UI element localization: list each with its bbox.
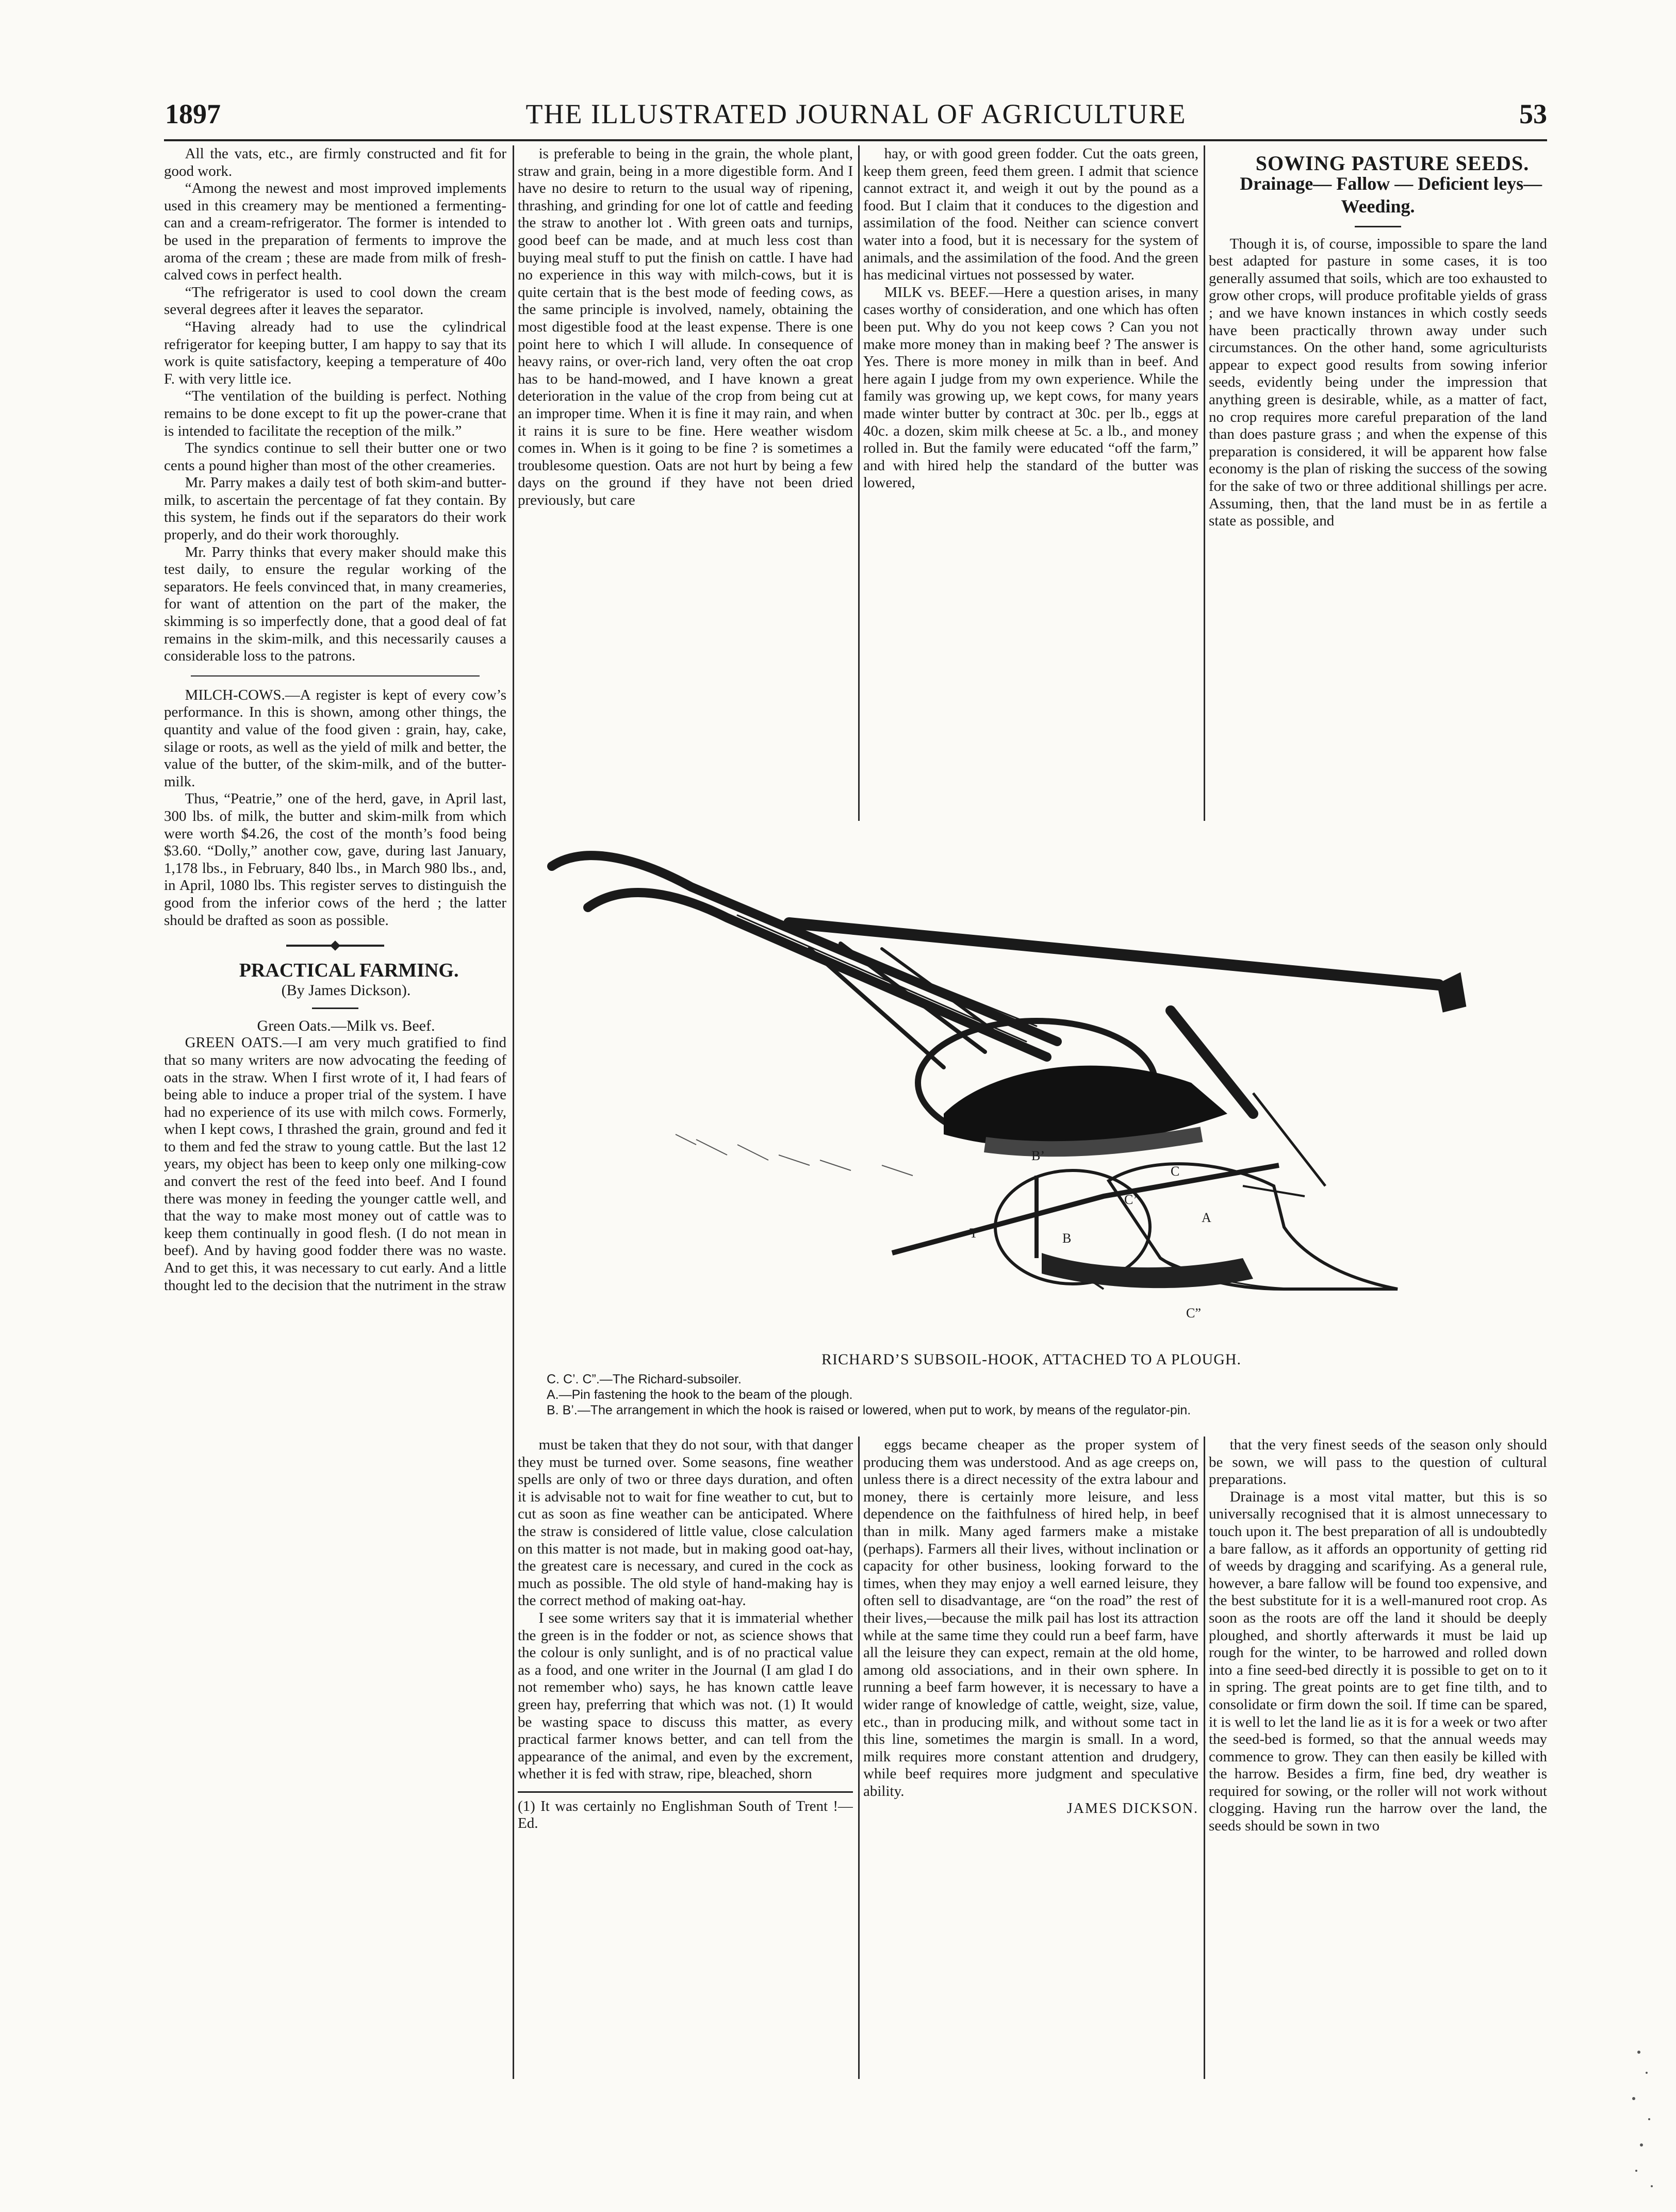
column-rule <box>513 145 514 2079</box>
label-c-prime: C’ <box>1124 1192 1138 1207</box>
practical-farming-author: (By James Dickson). <box>281 982 411 999</box>
label-c: C <box>1171 1164 1180 1179</box>
title-divider <box>312 1008 358 1009</box>
paragraph: Thus, “Peatrie,” one of the herd, gave, in April last, 300 lbs. of milk, the butter and skim-milk from which were worth $4.26, the cost of the month’s food being $3.60. “Dolly,” another cow, gave, during last January, 1,178 lbs., in February, 840 lbs., in March 980 lbs., and, in April, 1080 lbs. This register serves to distinguish the good from the inferior cows of the herd ; the latter should be drafted as soon as possible. <box>164 790 506 929</box>
column-rule <box>1204 145 1205 821</box>
label-c-double: C” <box>1186 1306 1201 1320</box>
label-b: B <box>1062 1231 1072 1246</box>
col1-top-text <box>164 145 506 665</box>
col1-practical-text <box>164 1034 506 1294</box>
col4-bottom-text <box>1209 1437 1547 1835</box>
header-rule <box>164 139 1547 141</box>
paragraph: I see some writers say that it is immaterial whether the green is in the fodder or not, as science shows that the colour is only sunlight, and is of no practical value as a food, and one writer in the Journal (I am glad I do not remember who) says, he has known cattle leave green hay, preferring that which was not. (1) It would be wasting space to discuss this matter, as every practical farmer knows better, and can tell from the appearance of the animal, and even by the excrement, whether it is fed with straw, ripe, bleached, shorn <box>518 1609 853 1782</box>
legend-line: A.—Pin fastening the hook to the beam of the plough. <box>547 1388 853 1402</box>
paragraph: that the very finest seeds of the season only should be sown, we will pass to the question of cultural preparations. <box>1209 1437 1547 1488</box>
journal-title: THE ILLUSTRATED JOURNAL OF AGRICULTURE <box>525 98 1187 129</box>
column-3-bottom <box>863 1437 1198 2079</box>
footnote: (1) It was certainly no Englishman South of Trent !—Ed. <box>518 1797 853 1832</box>
figure-legend <box>547 1372 1552 1418</box>
sowing-title: SOWING PASTURE SEEDS. <box>1255 155 1530 175</box>
col2-bottom-text <box>518 1437 853 1783</box>
column-2-top <box>518 145 853 821</box>
margin-specks <box>1618 2042 1665 2197</box>
paragraph: “Having already had to use the cylindrical refrigerator for keeping butter, I am happy to say that its work is quite satisfactory, keeping a temperature of 40o F. with very little ice. <box>164 318 506 387</box>
paragraph: Mr. Parry thinks that every maker should make this test daily, to ensure the regular working of the separators. He feels convinced that, in many creameries, for want of attention on the part of the maker, the skimming is so imperfectly done, that a good deal of fat remains in the skim-milk, and this necessarily causes a considerable loss to the patrons. <box>164 543 506 665</box>
column-rule <box>1204 1437 1205 2079</box>
paragraph: Mr. Parry makes a daily test of both skim-and butter-milk, to ascertain the percentage of fat they contain. By this system, he finds out if the separators do their work properly, and do their work thoroughly. <box>164 474 506 543</box>
ornament-rule <box>286 945 384 947</box>
paragraph: All the vats, etc., are firmly constructed and fit for good work. <box>164 145 506 179</box>
paragraph: GREEN OATS.—I am very much gratified to find that so many writers are now advocating the feeding of oats in the straw. When I first wrote of it, I had fears of being able to induce a proper trial of the system. I have had no experience of its use with milch cows. Formerly, when I kept cows, I thrashed the grain, ground and fed it to them and fed the straw to young cattle. But the last 12 years, my object has been to keep only one milking-cow and convert the rest of the feed into beef. And I found there was money in feeding the younger cattle well, and that the way to make most money out of cattle was to keep them continually in good flesh. (I do not mean in beef). And by having good fodder there was no waste. And to get this, it was necessary to cut early. And a little thought led to the decision that the nutriment in the straw <box>164 1034 506 1294</box>
paragraph: Drainage is a most vital matter, but this is so universally recognised that it is almost unnecessary to touch upon it. The best preparation of all is undoubtedly a bare fallow, as it affords an opportunity of getting rid of weeds by dragging and scarifying. As a general rule, however, a bare fallow will be found too expensive, and the best substitute for it is a well-manured root crop. As soon as the roots are off the land it should be deeply ploughed, and shortly afterwards it must be laid up rough for the winter, to be harrowed and rolled down into a fine seed-bed directly it is possible to get on to it in spring. The great points are to get fine tilth, and to consolidate or firm down the soil. If time can be spared, it is well to let the land lie as it is for a week or two after the seed-bed is formed, so that the annual weeds may commence to grow. They can then easily be killed with the harrow. Besides a firm, fine bed, dry weather is required for sowing, or the roller will not work without clogging. Having run the harrow over the land, the seeds should be sown in two <box>1209 1488 1547 1835</box>
author-signature: JAMES DICKSON. <box>1066 1801 1198 1817</box>
practical-farming-subheading: Green Oats.—Milk vs. Beef. <box>257 1017 435 1034</box>
section-divider <box>191 675 480 676</box>
column-rule <box>858 1437 860 2079</box>
label-a: A <box>1202 1210 1211 1225</box>
paragraph: MILK vs. BEEF.—Here a question arises, in many cases worthy of consideration, and one which has often been put. Why do you not keep cows ? Can you not make more money than in making beef ? The answer is Yes. There is more money in milk than in beef. And here again I judge from my own experience. While the family was growing up, we kept cows, for many years made winter butter by contract at 30c. per lb., eggs at 40c. a dozen, skim milk cheese at 5c. a lb., and money rolled in. But the family were educated “off the farm,” and with hired help the standard of the butter was lowered, <box>863 284 1198 491</box>
col2-top-text <box>518 145 853 509</box>
paragraph: Though it is, of course, impossible to spare the land best adapted for pasture in some cases, it is too generally assumed that soils, which are too exhausted to grow other crops, will produce profitable yields of grass ; and we have known instances in which costly seeds have been practically thrown away under such circumstances. On the other hand, some agriculturists appear to expect good results from sowing inferior seeds, evidently being under the impression that anything green is desirable, while, as a matter of fact, no crop requires more careful preparation of the land than does pasture grass ; and when the expense of this preparation is considered, it will be apparent how false economy is the plan of risking the success of the sowing for the sake of two or three additional shillings per acre. Assuming, then, that the land must be in as fertile a state as possible, and <box>1209 235 1547 530</box>
paragraph: must be taken that they do not sour, with that danger they must be turned over. Some seasons, fine weather spells are only of two or three days duration, and often it is advisable not to wait for fine weather to cut, but to cut as soon as fine weather can be anticipated. Where the straw is considered of little value, close calculation on this matter is not made, but in making good oat-hay, the greatest care is necessary, and cured in the cock as much as possible. The old style of hand-making hay is the correct method of making oat-hay. <box>518 1437 853 1609</box>
column-1 <box>164 145 506 2079</box>
plough-illustration <box>521 825 1547 1330</box>
label-b-prime: B’ <box>1031 1148 1045 1163</box>
label-t: T <box>970 1226 978 1241</box>
legend-line: B. B’.—The arrangement in which the hook is raised or lowered, when put to work, by means of the regulator-pin. <box>547 1403 1191 1417</box>
paragraph: The syndics continue to sell their butter one or two cents a pound higher than most of the other creameries. <box>164 440 506 474</box>
page-header <box>165 98 1547 134</box>
page-number: 53 <box>1519 98 1547 129</box>
column-3-top <box>863 145 1198 821</box>
col3-bottom-text <box>863 1437 1198 1800</box>
paragraph: “The ventilation of the building is perfect. Nothing remains to be done except to fit up the power-crane that is intended to facilitate the reception of the milk.” <box>164 388 506 439</box>
title-divider <box>1355 226 1401 227</box>
paragraph: MILCH-COWS.—A register is kept of every cow’s performance. In this is shown, among other things, the quantity and value of the food given : grain, hay, cake, silage or roots, as well as the yield of milk and better, the value of the butter, of the skim-milk, and of the butter-milk. <box>164 686 506 790</box>
column-4-bottom <box>1209 1437 1547 2079</box>
legend-line: C. C’. C”.—The Richard-subsoiler. <box>547 1372 742 1386</box>
sowing-subtitle: Drainage— Fallow — Deficient leys— Weeding. <box>1240 173 1542 217</box>
col3-top-text <box>863 145 1198 492</box>
footnote-rule <box>518 1791 853 1793</box>
column-2-bottom <box>518 1437 853 2079</box>
header-year: 1897 <box>165 98 221 129</box>
paragraph: hay, or with good green fodder. Cut the oats green, keep them green, feed them green. I admit that science cannot extract it, and weigh it out by the pound as a food. But I claim that it conduces to the digestion and assimilation of the food. Neither can science convert water into a food, but it is necessary for the system of animals, and the assimilation of the food. And the green has medicinal virtues not possessed by water. <box>863 145 1198 284</box>
col4-top-text <box>1209 236 1547 530</box>
column-rule <box>858 145 860 821</box>
paragraph: is preferable to being in the grain, the whole plant, straw and grain, being in a more digestible form. And I have no desire to return to the usual way of ripening, thrashing, and grinding for one lot of cattle and feeding the straw to another lot . With green oats and turnips, good beef can be made, and at much less cost than buying meal stuff to put the finish on cattle. I have had no experience in this way with milch-cows, but it is quite certain that is the best mode of feeding cows, as the same principle is involved, namely, obtaining the most digestible food at the least expense. There is one point here to which I will allude. In consequence of heavy rains, or over-rich land, very often the oat crop has to be hand-mowed, and I have known a great deterioration in the value of the crop from being cut at an improper time. When it is fine it may rain, and when it rains it is sure to be fine. Here weather wisdom comes in. When is it going to be fine ? is sometimes a troublesome question. Oats are not hurt by being a few days on the ground if they have not been dried previously, but care <box>518 145 853 508</box>
practical-farming-title: PRACTICAL FARMING. <box>239 960 459 982</box>
column-4-top <box>1209 155 1547 821</box>
paragraph: “Among the newest and most improved implements used in this creamery may be mentioned a fermenting-can and a cream-refrigerator. The former is intended to be used in the preparation of ferments to improve the aroma of the cream ; these are made from milk of fresh-calved cows in perfect health. <box>164 180 506 284</box>
paragraph: “The refrigerator is used to cool down the cream several degrees after it leaves the separator. <box>164 284 506 318</box>
figure-caption: RICHARD’S SUBSOIL-HOOK, ATTACHED TO A PLOUGH. <box>821 1351 1242 1368</box>
paragraph: eggs became cheaper as the proper system of producing them was understood. And as age creeps on, unless there is a direct necessity of the extra labour and money, there is certainly more leisure, and less dependence on the faithfulness of hired help, in beef than in milk. Many aged farmers make a mistake (perhaps). Farmers all their lives, without inclination or capacity for other business, looking forward to the times, when they may enjoy a well earned leisure, they often sell to disadvantage, are “on the road” the rest of their lives,—because the milk pail has lost its attraction while at the same time they could run a beef farm, have all the leisure they can expect, remain at the old home, among old associations, and in their own sphere. In running a beef farm however, it is necessary to have a wider range of knowledge of cattle, weight, size, value, etc., than in producing milk, and without some tact in this line, sometimes the margin is small. In a word, milk requires more constant attention and drudgery, while beef requires more judgment and speculative ability. <box>863 1437 1198 1800</box>
col1-milch-text <box>164 687 506 929</box>
